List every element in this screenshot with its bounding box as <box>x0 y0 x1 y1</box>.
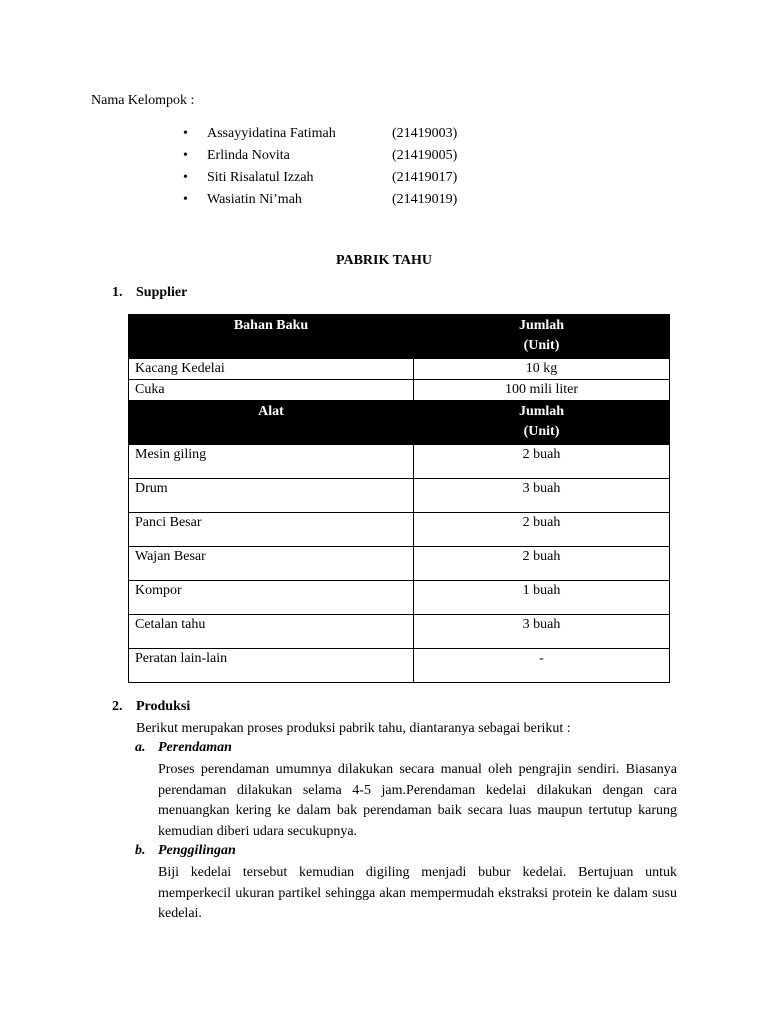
step-title: Penggilingan <box>158 843 236 858</box>
table-header-row <box>129 315 670 359</box>
table-row <box>129 513 670 547</box>
item-cell: Kompor <box>129 581 414 615</box>
table-row <box>129 380 670 401</box>
table-row <box>129 479 670 513</box>
item-cell: Kacang Kedelai <box>129 359 414 380</box>
qty-cell: 100 mili liter <box>414 380 670 401</box>
table-row <box>129 615 670 649</box>
qty-cell: 2 buah <box>414 445 670 479</box>
qty-cell: 3 buah <box>414 479 670 513</box>
group-label: Nama Kelompok : <box>91 93 195 108</box>
header-cell-jumlah: Jumlah (Unit) <box>414 315 670 359</box>
bullet-icon: • <box>183 170 188 185</box>
qty-cell: - <box>414 649 670 683</box>
header-cell-jumlah: Jumlah (Unit) <box>414 401 670 445</box>
document-title: PABRIK TAHU <box>335 253 433 268</box>
item-cell: Cetalan tahu <box>129 615 414 649</box>
member-id: (21419017) <box>392 170 458 185</box>
member-name: Assayyidatina Fatimah <box>207 126 336 141</box>
member-id: (21419003) <box>392 126 458 141</box>
qty-cell: 3 buah <box>414 615 670 649</box>
supplier-table <box>128 314 670 683</box>
member-item <box>183 146 503 168</box>
step-letter: b. <box>135 843 146 858</box>
section-title: Produksi <box>136 699 191 714</box>
table-row <box>129 581 670 615</box>
item-cell: Cuka <box>129 380 414 401</box>
step-title: Perendaman <box>158 740 232 755</box>
member-item <box>183 124 503 146</box>
header-cell-bahan-baku: Bahan Baku <box>129 315 414 359</box>
member-id: (21419019) <box>392 192 458 207</box>
bullet-icon: • <box>183 192 188 207</box>
section-heading-produksi <box>112 699 190 715</box>
section-number: 1. <box>112 285 123 300</box>
member-item <box>183 190 503 212</box>
qty-cell: 1 buah <box>414 581 670 615</box>
member-name: Erlinda Novita <box>207 148 290 163</box>
table-row <box>129 649 670 683</box>
item-cell: Wajan Besar <box>129 547 414 581</box>
item-cell: Drum <box>129 479 414 513</box>
step-heading-penggilingan <box>135 843 236 859</box>
step-text-perendaman: Proses perendaman umumnya dilakukan secara manual oleh pengrajin sendiri. Biasanya perendaman dilakukan selama 4-5 jam.Perendaman kedelai dilakukan dengan cara menuangkan kering ke dalam bak perendaman baik secara luas maupun tertutup karung kemudian diberi udara secukupnya. <box>158 762 677 839</box>
table-header-row <box>129 401 670 445</box>
step-heading-perendaman <box>135 740 232 756</box>
member-item <box>183 168 503 190</box>
qty-cell: 2 buah <box>414 547 670 581</box>
member-list <box>183 124 503 212</box>
item-cell: Peratan lain-lain <box>129 649 414 683</box>
section-title: Supplier <box>136 285 188 300</box>
header-cell-alat: Alat <box>129 401 414 445</box>
qty-cell: 10 kg <box>414 359 670 380</box>
bullet-icon: • <box>183 148 188 163</box>
member-id: (21419005) <box>392 148 458 163</box>
bullet-icon: • <box>183 126 188 141</box>
section-heading-supplier <box>112 285 187 301</box>
member-name: Siti Risalatul Izzah <box>207 170 314 185</box>
member-name: Wasiatin Ni’mah <box>207 192 302 207</box>
section-number: 2. <box>112 699 123 714</box>
item-cell: Panci Besar <box>129 513 414 547</box>
step-letter: a. <box>135 740 146 755</box>
qty-cell: 2 buah <box>414 513 670 547</box>
step-text-penggilingan: Biji kedelai tersebut kemudian digiling menjadi bubur kedelai. Bertujuan untuk memperkecil ukuran partikel sehingga akan mempermudah ekstraksi protein ke dalam susu kedelai. <box>158 865 677 921</box>
table-row <box>129 445 670 479</box>
table-row <box>129 359 670 380</box>
item-cell: Mesin giling <box>129 445 414 479</box>
section-intro: Berikut merupakan proses produksi pabrik tahu, diantaranya sebagai berikut : <box>136 721 571 736</box>
table-row <box>129 547 670 581</box>
